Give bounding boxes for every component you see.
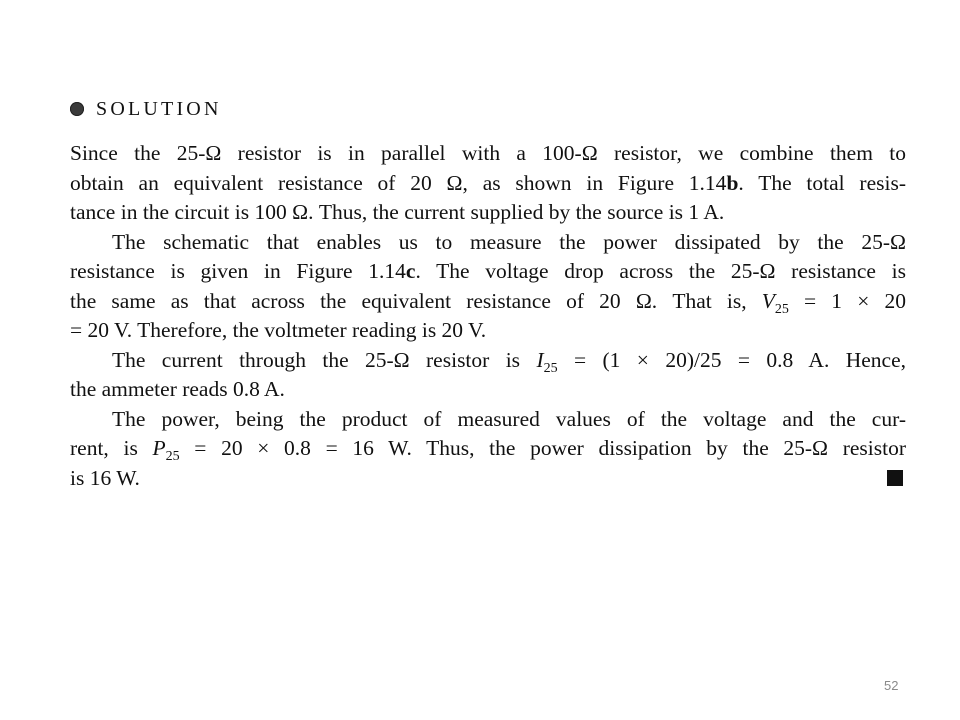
text-line: The current through the 25-Ω resistor is $I_{25} = (1 \times 20)/25 = 0.8$ A. Hence, bbox=[112, 347, 906, 376]
text-line: the same as that across the equivalent resistance of 20 Ω. That is, $V_{25} = 1 \times 20$ bbox=[70, 288, 906, 317]
text-line: = 20 V. Therefore, the voltmeter reading is 20 V. bbox=[70, 318, 487, 342]
solution-body bbox=[70, 139, 906, 493]
bullet-icon bbox=[70, 102, 84, 116]
text-line: Since the 25-Ω resistor is in parallel with a 100-Ω resistor, we combine them to bbox=[70, 141, 906, 165]
text-line: tance in the circuit is 100 Ω. Thus, the current supplied by the source is 1 A. bbox=[70, 200, 725, 224]
solution-heading bbox=[70, 96, 222, 122]
text-line: the ammeter reads 0.8 A. bbox=[70, 377, 285, 401]
end-of-proof-icon bbox=[887, 470, 903, 486]
page-number: 52 bbox=[884, 678, 899, 693]
text-line: The power, being the product of measured values of the voltage and the cur- bbox=[112, 406, 906, 431]
text-line: The schematic that enables us to measure the power dissipated by the 25-Ω bbox=[112, 229, 906, 254]
heading-text: SOLUTION bbox=[96, 97, 222, 120]
text-line: resistance is given in Figure 1.14c. The voltage drop across the 25-Ω resistance is bbox=[70, 259, 906, 283]
text-line: rent, is $P_{25} = 20 \times 0.8 = 16$ W. Thus, the power dissipation by the 25-Ω resistor bbox=[70, 436, 906, 464]
text-line: obtain an equivalent resistance of 20 Ω, as shown in Figure 1.14b. The total resis- bbox=[70, 170, 906, 195]
text-line: is 16 W. bbox=[70, 465, 140, 490]
